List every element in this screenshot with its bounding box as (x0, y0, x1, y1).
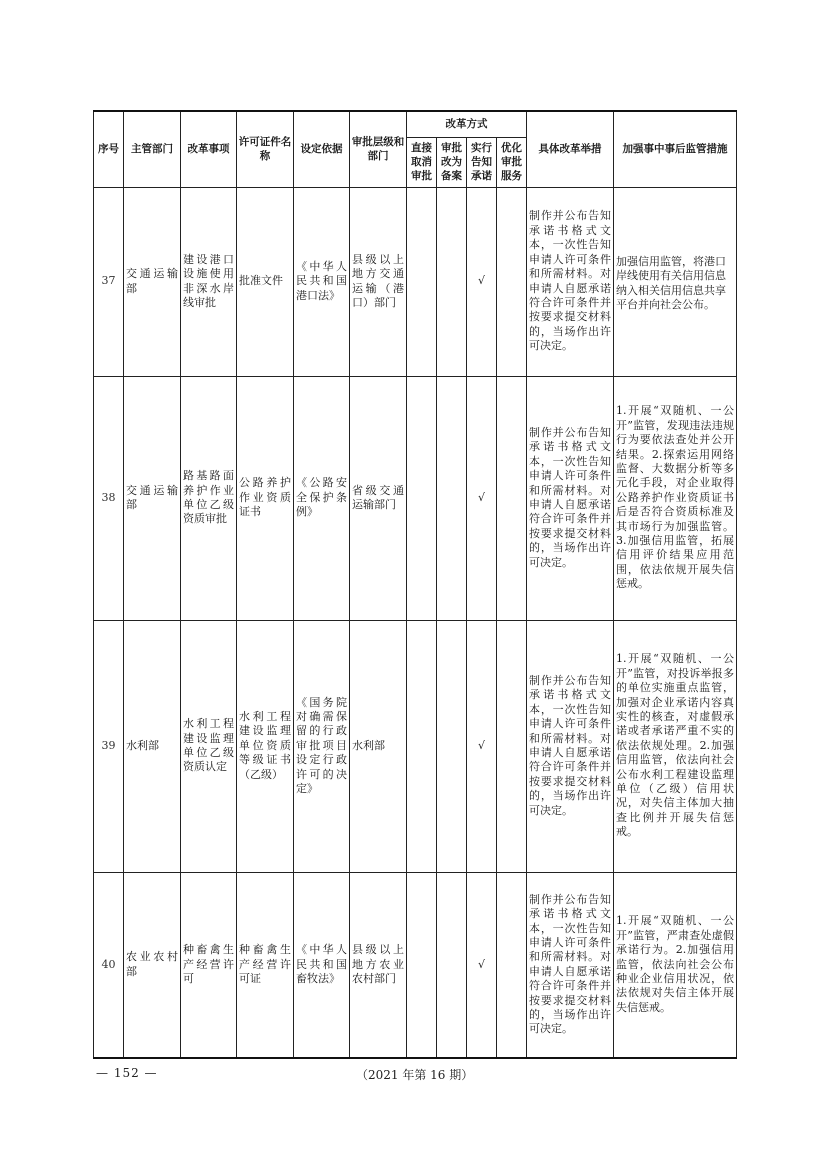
row-seq: 39 (94, 620, 124, 872)
row-item: 路基路面养护作业单位乙级资质审批 (181, 376, 237, 620)
row-level: 水利部 (350, 620, 407, 872)
row-level: 县级以上地方交通运输（港口）部门 (350, 187, 407, 376)
row-method-cancel (407, 187, 437, 376)
header-dept: 主管部门 (124, 111, 181, 187)
row-dept: 交通运输部 (124, 376, 181, 620)
row-basis: 《中华人民共和国港口法》 (294, 187, 350, 376)
row-method-record (437, 376, 467, 620)
row-measures: 制作并公布告知承诺书格式文本，一次性告知申请人许可条件和所需材料。对申请人自愿承诺符合许可条件并按要求提交材料的，当场作出许可决定。 (527, 187, 614, 376)
row-seq: 40 (94, 872, 124, 1058)
header-method-record: 审批改为备案 (437, 137, 467, 187)
row-method-cancel (407, 376, 437, 620)
table-row (94, 187, 737, 376)
row-level: 省级交通运输部门 (350, 376, 407, 620)
row-measures: 制作并公布告知承诺书格式文本，一次性告知申请人许可条件和所需材料。对申请人自愿承诺符合许可条件并按要求提交材料的，当场作出许可决定。 (527, 376, 614, 620)
row-supervision: 1.开展“双随机、一公开”监管，发现违法违规行为要依法查处并公开结果。2.探索运用网络监督、大数据分析等多元化手段，对企业取得公路养护作业资质证书后是否符合资质标准及其市场行为加强监管。3.加强信用监管，拓展信用评价结果应用范围，依法依规开展失信惩戒。 (614, 376, 737, 620)
table-row (94, 376, 737, 620)
row-basis: 《公路安全保护条例》 (294, 376, 350, 620)
row-supervision: 加强信用监管，将港口岸线使用有关信用信息纳入相关信用信息共享平台并向社会公布。 (614, 187, 737, 376)
header-method: 改革方式 (407, 111, 527, 137)
row-method-record (437, 620, 467, 872)
row-license: 批准文件 (237, 187, 294, 376)
page-number: — 152 — (96, 1066, 158, 1080)
row-method-cancel (407, 872, 437, 1058)
header-method-cancel: 直接取消审批 (407, 137, 437, 187)
row-method-optimize (497, 187, 527, 376)
row-method-optimize (497, 620, 527, 872)
row-seq: 37 (94, 187, 124, 376)
row-supervision: 1.开展“双随机、一公开”监管，对投诉举报多的单位实施重点监管，加强对企业承诺内容真实性的核查，对虚假承诺或者承诺严重不实的依法依规处理。2.加强信用监管，依法向社会公布水利工程建设监理单位（乙级）信用状况，对失信主体加大抽查比例并开展失信惩戒。 (614, 620, 737, 872)
header-level: 审批层级和部门 (350, 111, 407, 187)
header-method-optimize: 优化审批服务 (497, 137, 527, 187)
row-license: 公路养护作业资质证书 (237, 376, 294, 620)
table-row (94, 620, 737, 872)
row-supervision: 1.开展“双随机、一公开”监管，严肃查处虚假承诺行为。2.加强信用监管，依法向社会公布种业企业信用状况，依法依规对失信主体开展失信惩戒。 (614, 872, 737, 1058)
row-method-commitment-check: √ (467, 872, 497, 1058)
header-method-commitment: 实行告知承诺 (467, 137, 497, 187)
row-seq: 38 (94, 376, 124, 620)
header-seq: 序号 (94, 111, 124, 187)
row-method-optimize (497, 376, 527, 620)
row-level: 县级以上地方农业农村部门 (350, 872, 407, 1058)
row-item: 种畜禽生产经营许可 (181, 872, 237, 1058)
document-table-container (93, 110, 736, 1059)
row-dept: 水利部 (124, 620, 181, 872)
row-method-commitment-check: √ (467, 376, 497, 620)
row-method-commitment-check: √ (467, 187, 497, 376)
row-method-record (437, 872, 467, 1058)
header-item: 改革事项 (181, 111, 237, 187)
row-measures: 制作并公布告知承诺书格式文本，一次性告知申请人许可条件和所需材料。对申请人自愿承诺符合许可条件并按要求提交材料的，当场作出许可决定。 (527, 872, 614, 1058)
header-basis: 设定依据 (294, 111, 350, 187)
row-basis: 《中华人民共和国畜牧法》 (294, 872, 350, 1058)
row-dept: 交通运输部 (124, 187, 181, 376)
row-basis: 《国务院对确需保留的行政审批项目设定行政许可的决定》 (294, 620, 350, 872)
row-measures: 制作并公布告知承诺书格式文本，一次性告知申请人许可条件和所需材料。对申请人自愿承诺符合许可条件并按要求提交材料的，当场作出许可决定。 (527, 620, 614, 872)
issue-label: （2021 年第 16 期） (356, 1068, 474, 1082)
row-method-record (437, 187, 467, 376)
row-license: 水利工程建设监理单位资质等级证书（乙级） (237, 620, 294, 872)
row-item: 水利工程建设监理单位乙级资质认定 (181, 620, 237, 872)
header-license: 许可证件名称 (237, 111, 294, 187)
row-method-optimize (497, 872, 527, 1058)
row-item: 建设港口设施使用非深水岸线审批 (181, 187, 237, 376)
header-supervision: 加强事中事后监管措施 (614, 111, 737, 187)
table-row (94, 872, 737, 1058)
reform-table (93, 110, 737, 1059)
row-license: 种畜禽生产经营许可证 (237, 872, 294, 1058)
header-measures: 具体改革举措 (527, 111, 614, 187)
row-method-cancel (407, 620, 437, 872)
row-dept: 农业农村部 (124, 872, 181, 1058)
row-method-commitment-check: √ (467, 620, 497, 872)
